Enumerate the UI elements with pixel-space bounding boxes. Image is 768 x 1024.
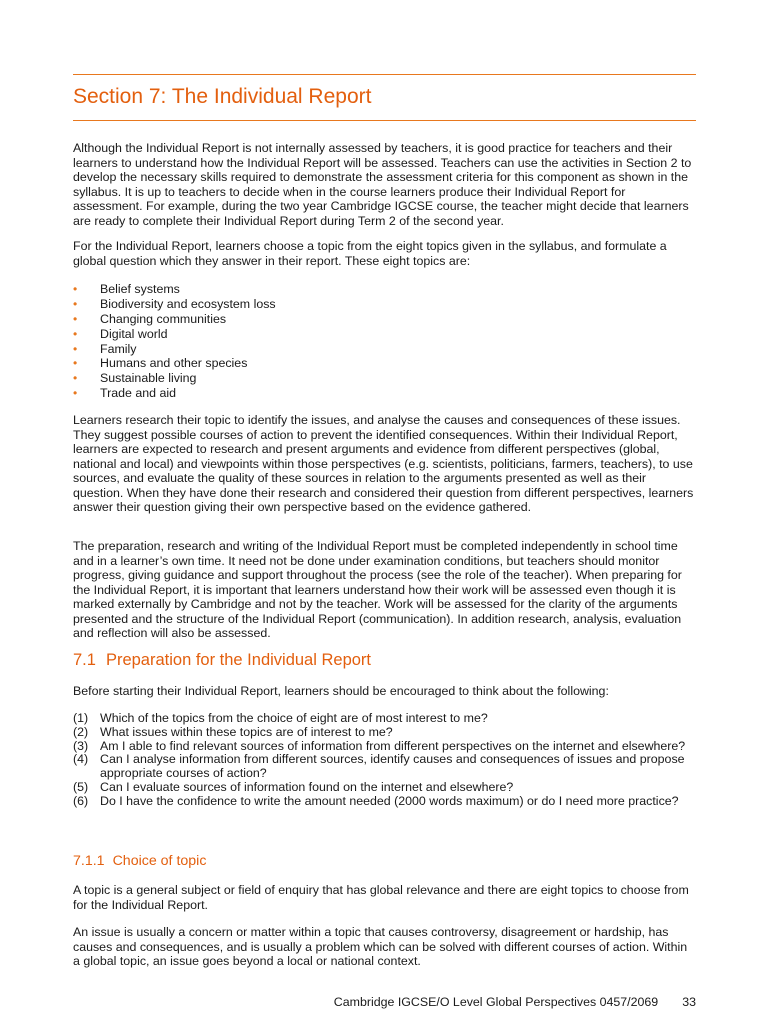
question-text: Can I analyse information from different sources, identify causes and consequences of issues and propose appropriate courses of action? — [100, 752, 685, 781]
question-item — [73, 726, 696, 740]
subsection-title: Choice of topic — [112, 853, 207, 869]
question-text: Can I evaluate sources of information found on the internet and elsewhere? — [100, 779, 514, 794]
question-marker: (3) — [73, 738, 89, 753]
bullet-icon: • — [73, 326, 78, 341]
bullet-icon: • — [73, 356, 78, 371]
subsection-title: Preparation for the Individual Report — [105, 651, 372, 669]
topic-list-item — [73, 282, 276, 297]
intro-paragraph-4: The preparation, research and writing of the Individual Report must be completed independently in school time and in a learner’s own time. It need not be done under examination conditions, but teachers should monitor progress, giving guidance and support throughout the process (see the role of the teacher). When preparing for the Individual Report, it is important that learners understand how their work will be assessed even though it is marked externally by Cambridge and not by the teacher. Work will be assessed for the clarity of the arguments presented and the structure of the Individual Report (communication). In addition research, analysis, evaluation and reflection will also be assessed. — [73, 539, 682, 640]
bullet-icon: • — [73, 386, 78, 401]
page-footer — [73, 995, 696, 1010]
question-text: Do I have the confidence to write the amount needed (2000 words maximum) or do I need more practice? — [100, 793, 679, 808]
section-title: Section 7: The Individual Report — [73, 85, 372, 108]
bullet-icon: • — [73, 282, 78, 296]
question-item — [73, 740, 696, 754]
topic-label: Changing communities — [100, 311, 227, 326]
topic-label: Belief systems — [100, 282, 180, 296]
bullet-icon: • — [73, 341, 78, 356]
bullet-icon: • — [73, 311, 78, 326]
preparation-question-list — [73, 712, 696, 809]
question-marker: (6) — [73, 793, 89, 808]
question-text: What issues within these topics are of interest to me? — [100, 724, 393, 739]
topic-list-item — [73, 356, 276, 371]
topic-list-item — [73, 297, 276, 312]
choice-of-topic-paragraph-1: A topic is a general subject or field of enquiry that has global relevance and there are eight topics to choose from for the Individual Report. — [73, 883, 689, 912]
topic-list-item — [73, 386, 276, 401]
topic-label: Biodiversity and ecosystem loss — [100, 296, 276, 311]
topic-list-item — [73, 371, 276, 386]
intro-paragraph-3: Learners research their topic to identify the issues, and analyse the causes and consequences of these issues. They suggest possible courses of action to prevent the identified consequences. Within their Individual Report, learners are expected to research and present arguments and evidence from different perspectives (global, national and local) and viewpoints within those perspectives (e.g. scientists, politicians, farmers, teachers), to use sources, and evaluate the quality of these sources in relation to the arguments presented as well as their question. When they have done their research and considered their question from different perspectives, learners answer their question giving their own perspective based on the evidence gathered. — [73, 413, 694, 514]
section-bottom-rule — [73, 120, 696, 121]
question-item — [73, 712, 696, 726]
question-item — [73, 795, 696, 809]
page-number: 33 — [682, 995, 696, 1009]
topic-label: Trade and aid — [100, 386, 177, 401]
choice-of-topic-paragraph-2: An issue is usually a concern or matter within a topic that causes controversy, disagreement or hardship, has causes and consequences, and is usually a problem which can be solved with different courses of action. Within a global topic, an issue goes beyond a local or national context. — [73, 925, 688, 968]
section-top-rule — [73, 74, 696, 75]
topic-label: Digital world — [100, 326, 168, 341]
question-text: Which of the topics from the choice of eight are of most interest to me? — [100, 711, 488, 725]
bullet-icon: • — [73, 371, 78, 386]
question-marker: (2) — [73, 724, 89, 739]
topic-label: Humans and other species — [100, 356, 248, 371]
preparation-lead: Before starting their Individual Report, learners should be encouraged to think about the following: — [73, 684, 609, 698]
topic-list-item — [73, 312, 276, 327]
topic-list-item — [73, 342, 276, 357]
subsection-number: 7.1 — [73, 651, 96, 669]
topic-label: Family — [100, 341, 137, 356]
question-marker: (5) — [73, 779, 89, 794]
footer-publication: Cambridge IGCSE/O Level Global Perspectives 0457/2069 — [333, 995, 659, 1009]
intro-paragraph-1: Although the Individual Report is not internally assessed by teachers, it is good practice for teachers and their learners to understand how the Individual Report will be assessed. Teachers can use the activities in Section 2 to develop the necessary skills required to demonstrate the assessment criteria for this component as shown in the syllabus. It is up to teachers to decide when in the course learners produce their Individual Report for assessment. For example, during the two year Cambridge IGCSE course, the teacher might decide that learners are ready to complete their Individual Report during Term 2 of the second year. — [73, 141, 692, 228]
topic-list-item — [73, 327, 276, 342]
subsection-heading-7-1 — [73, 650, 371, 670]
question-item — [73, 753, 696, 781]
subsection-number: 7.1.1 — [73, 853, 105, 869]
bullet-icon: • — [73, 296, 78, 311]
topic-list — [73, 282, 276, 401]
intro-paragraph-2: For the Individual Report, learners choose a topic from the eight topics given in the syllabus, and formulate a global question which they answer in their report. These eight topics are: — [73, 239, 667, 268]
question-item — [73, 781, 696, 795]
question-text: Am I able to find relevant sources of information from different perspectives on the internet and elsewhere? — [100, 738, 686, 753]
question-marker: (1) — [73, 711, 89, 725]
question-marker: (4) — [73, 752, 89, 767]
topic-label: Sustainable living — [100, 371, 197, 386]
subsection-heading-7-1-1 — [73, 852, 206, 870]
